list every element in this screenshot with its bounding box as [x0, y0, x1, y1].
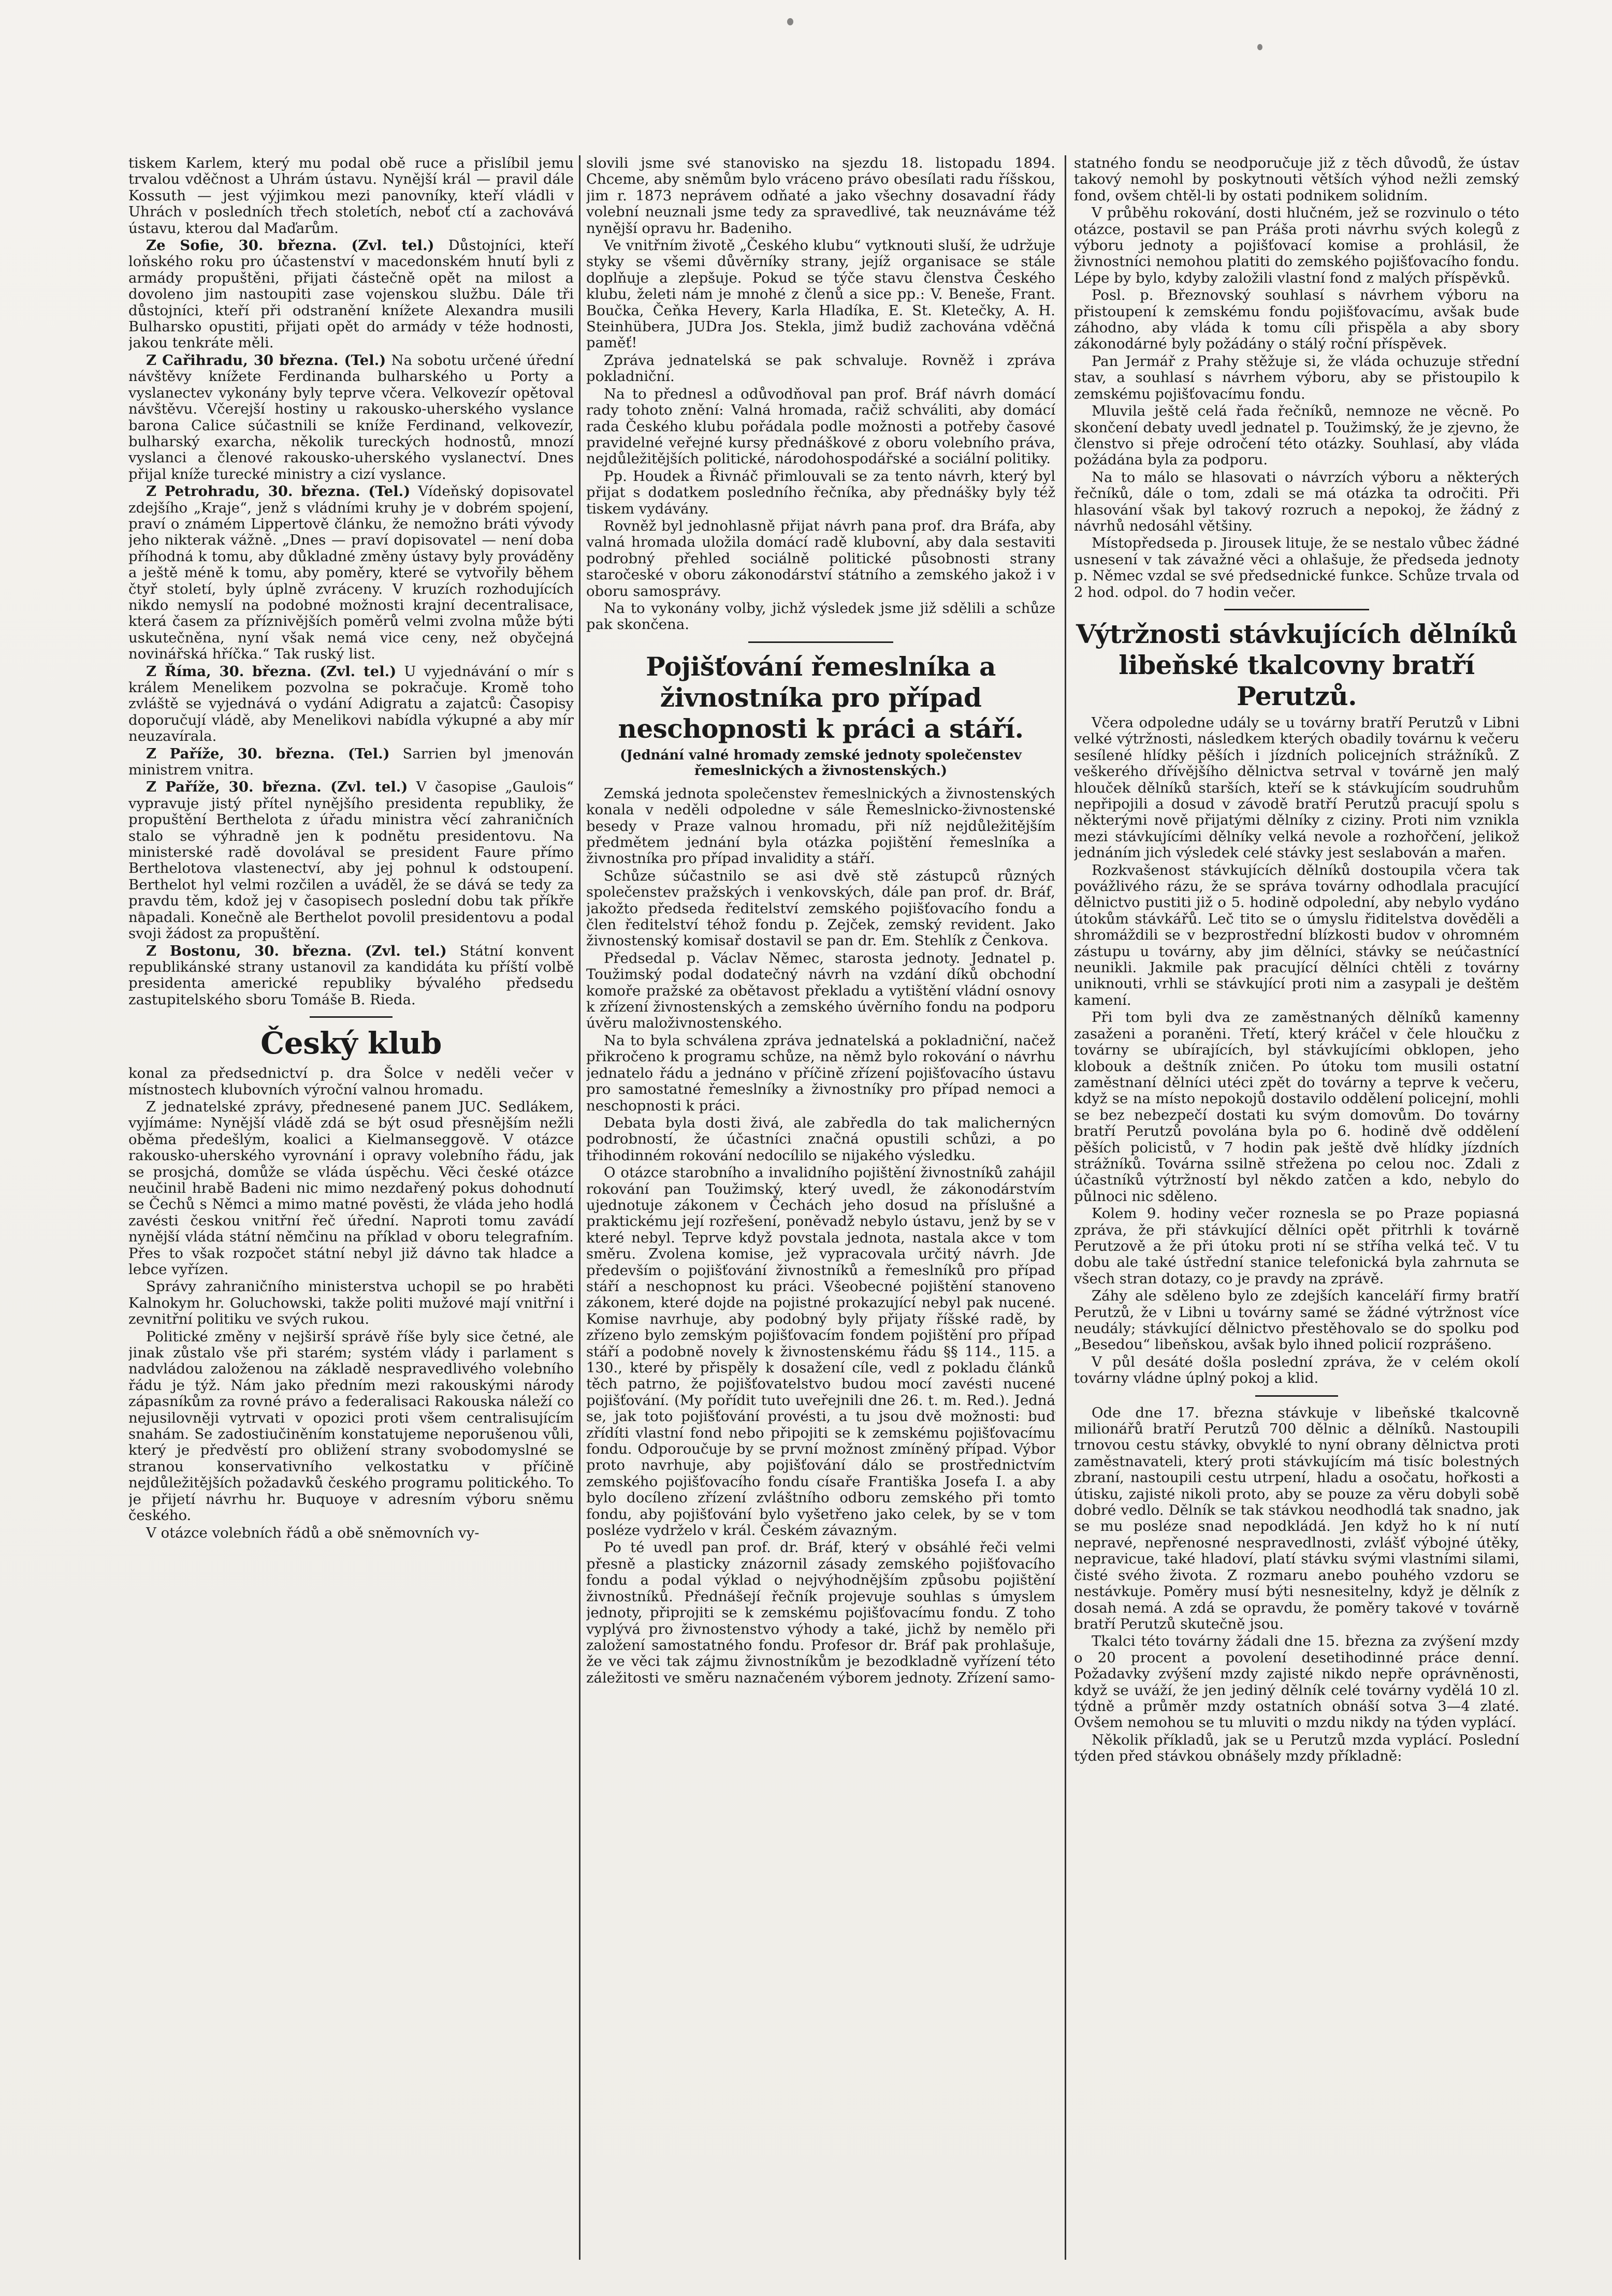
dispatch-text: U vyjednávání o mír s králem Menelikem pozvolna se pokračuje. Kromě toho zvláště se vyjednává o vydání Adigratu a zajatců: Časopisy doporučují vládě, aby Menelikovi nabídla výkupné a aby mír neuzavírala. — [128, 663, 574, 745]
paragraph: Několik příkladů, jak se u Perutzů mzda vyplácí. Poslední týden před stávkou obnášely mzdy příkladně: — [1074, 1731, 1519, 1765]
paragraph: Rovněž byl jednohlasně přijat návrh pana prof. dra Bráfa, aby valná hromada uložila domácí radě klubovní, aby dala sestaviti podrobný přehled sociálně politické působnosti strany staročeské v oboru zákonodárství státního a zemského jakož i v oboru samosprávy. — [586, 517, 1055, 599]
dateline: Z Říma, 30. března. (Zvl. tel.) — [146, 663, 397, 680]
dispatch-text: Na sobotu určené úřední návštěvy knížete Ferdinanda bulharského u Porty a vyslanectev vykonány byly teprve včera. Velkovezír opětoval návštěvu. Včerejší hostiny u rakousko-uherského vyslance barona Calice súčastnili se kníže Ferdinand, velkovezír, bulharský exarcha, několik tureckých hodnostů, mnozí vyslanci a členové rakousko-uherského vyslanectví. Dnes přijal kníže turecké ministry a cizí vyslance. — [128, 352, 574, 482]
dateline: Z Paříže, 30. března. (Tel.) — [146, 745, 390, 762]
dispatch-text: Státní konvent republikánské strany ustanovil za kandidáta ku příští volbě presidenta americké republiky bývalého předsedu zastupitelského sboru Tomáše B. Rieda. — [128, 942, 574, 1008]
paragraph: Kolem 9. hodiny večer roznesla se po Praze popiasná zpráva, že při stávkující dělníci opět přitrhli k továrně Perutzově a že při útoku proti ní se stříha velká teč. V tu dobu ale také ústřední stanice telefonická byla zahrnuta se všech stran dotazy, co je pravdy na zprávě. — [1074, 1205, 1519, 1287]
ink-spot — [1257, 44, 1262, 50]
article-heading: Výtržnosti stávkujících dělníků libeňské tkalcovny bratří Perutzů. — [1076, 618, 1518, 711]
paragraph: O otázce starobního a invalidního pojištění živnostníků zahájil rokování pan Toužimský, který uvedl, že zákonodárstvím ujednotuje zákonem v Čechách jeho dosud na příslušné a praktickému její rozřešení, poněvadž nebylo ústavu, jenž by se v které nebyl. Teprve když povstala jednota, nastala akce v tom směru. Zvolena komise, jež vypracovala určitý návrh. Jde především o pojišťování živnostníků a řemeslníků pro případ stáří a neschopnost ku práci. Všeobecné pojištění stanoveno zákonem, které dojde na pojistné prokazující nebyl pak nucené. Komise navrhuje, aby podobný byly přijaty říšské radě, by zřízeno bylo zemským pojišťovacím fondem pojištění pro případ stáří a podobně novely k živnostenskému řádu §§ 114., 115. a 130., které by přispěly k dosažení cíle, vedl z pokladu článků těch patrno, že pojišťovatelstvo budou mocí zavésti nucené pojišťování. (My pořídit tuto uveřejnili dne 26. t. m. Red.). Jedná se, jak toto pojišťování provésti, a tu jsou dvě možnosti: buď zřídíti vlastní fond nebo připojiti se k zemskému pojišťovacímu fondu. Odporoučuje by se první možnost zmíněný případ. Výbor proto navrhuje, aby pojišťování dálo se prostřednictvím zemského pojišťovacího fondu císaře Františka Josefa I. a aby bylo docíleno zřízení zvláštního odboru zemského při tomto fondu, aby pojišťování bylo vyšetřeno jako celek, by se v tom posléze vydrželo v král. Českém závazným. — [586, 1164, 1055, 1539]
paragraph: Posl. p. Březnovský souhlasí s návrhem výboru na přistoupení k zemskému fondu pojišťovacímu, avšak bude záhodno, aby vláda k tomu cíli přispěla a aby sbory zákonodárné byly požádány o stálý roční příspěvek. — [1074, 287, 1519, 353]
paragraph: Politické změny v nejširší správě říše byly sice četné, ale jinak zůstalo vše při starém; systém vlády i parlament s nadvládou založenou na základě nespravedlivého volebního řádu je týž. Nám jako předním mezi rakouskými národy zápasníkům za rovné právo a federalisaci Rakouska náleží co nejusilovněji vytrvati v opozici proti všem centralisujícím snahám. Se zadostiučiněním konstatujeme neporušenou vůli, který je předvěstí pro obližení strany svobodomyslné se stranou konservativního velkostatku v příčině nejdůležitějších požadavků českého programu politického. To je přijetí návrhu hr. Buquoye v adresním výboru sněmu českého. — [128, 1328, 574, 1524]
column-rule — [1065, 155, 1066, 2260]
separator — [1255, 1395, 1338, 1397]
paragraph: Zpráva jednatelská se pak schvaluje. Rovněž i zpráva pokladniční. — [586, 352, 1055, 385]
dispatch-text: Důstojníci, kteří loňského roku pro účastenství v macedonském hnutí byli z armády propuštěni, přijati částečně opět na milost a dovoleno jim nastoupiti zase vojenskou službu. Dále tři důstojníci, kteří při odstranění knížete Alexandra musili Bulharsko opustiti, přijati opět do armády v téže hodnosti, jakou tenkráte měli. — [128, 237, 574, 352]
paragraph: statného fondu se neodporučuje již z těch důvodů, že ústav takový nemohl by poskytnouti větších výhod nežli zemský fond, ovšem chtěl-li by ostati podnikem solidním. — [1074, 155, 1519, 204]
separator — [748, 641, 893, 643]
ink-spot — [787, 18, 793, 25]
paragraph: Záhy ale sděleno bylo ze zdejších kanceláří firmy bratří Perutzů, že v Libni u továrny samé se žádné výtržnost více neudály; stávkující dělnictvo přestěhovalo se do spolku pod „Besedou“ libeňskou, avšak bylo ihned policií rozprášeno. — [1074, 1288, 1519, 1353]
paragraph: Při tom byli dva ze zaměstnaných dělníků kamenny zasaženi a poraněni. Třetí, který kráčel v čele hloučku z továrny se ubírajících, byl stávkujícími obklopen, jeho klobouk a deštník zničen. Po útoku tom musili ostatní zaměstnaní dělníci utéci zpět do továrny a teprve k večeru, když se na místo nepokojů dostavilo oddělení policejní, mohli se bez nebezpečí dostati ku svým domovům. Do továrny bratří Perutzů povolána byla po 6. hodině dvě oddělení pěších policistů, v 7 hodin pak ještě dvě hlídky jízdních strážníků. Továrna ssilně střežena po celou noc. Zdali z účastníků výtržností byl někdo zatčen a kdo, nebylo do půlnoci nic sděleno. — [1074, 1009, 1519, 1205]
paragraph: Na to málo se hlasovati o návrzích výboru a některých řečníků, dále o tom, zdali se má otázka ta odročiti. Při hlasování však byl takový rozruch a nepokoj, že žádný z návrhů nedosáhl většiny. — [1074, 469, 1519, 534]
paragraph: Zemská jednota společenstev řemeslnických a živnostenských konala v neděli odpoledne v sále Řemeslnicko-živnostenské besedy v Praze valnou hromadu, při níž nejdůležitějším předmětem jednání byla otázka pojištění řemeslníka a živnostníka pro případ invalidity a stáří. — [586, 785, 1055, 867]
dispatch-text: Sarrien byl jmenován ministrem vnitra. — [128, 745, 574, 779]
article-subheading: (Jednání valné hromady zemské jednoty společenstev řemeslnických a živnostenských.) — [620, 747, 1022, 779]
paragraph: slovili jsme své stanovisko na sjezdu 18. listopadu 1894. Chceme, aby sněmům bylo vráceno právo obesílati radu říšskou, jim r. 1873 neprávem odňaté a jako všechny dosavadní řády volební neuznali jsme tedy za spravedlivé, tak neuznáváme též nynější opravu hr. Badeniho. — [586, 155, 1055, 237]
paragraph: tiskem Karlem, který mu podal obě ruce a přislíbil jemu trvalou vděčnost a Uhrám ústavu. Nynější král — pravil dále Kossuth — jest výjimkou mezi panovníky, kteří vládli v Uhrách v posledních třech stoletích, neboť ctí a zachovává ústavu, kterou dal Maďarům. — [128, 155, 574, 237]
paragraph: Pp. Houdek a Řivnáč přimlouvali se za tento návrh, který byl přijat s dodatkem posledního řečníka, aby přednášky byly též tiskem vydávány. — [586, 467, 1055, 517]
paragraph: Pan Jermář z Prahy stěžuje si, že vláda ochuzuje střední stav, a souhlasí s návrhem výboru, aby se přistoupilo k zemskému pojišťovacímu fondu. — [1074, 353, 1519, 402]
paragraph: Mluvila ještě celá řada řečníků, nemnoze ne věcně. Po skončení debaty uvedl jednatel p. Toužimský, že je zjevno, že členstvo si přeje odročení této otázky. Souhlasí, aby vláda požádána byla za podporu. — [1074, 403, 1519, 469]
dateline: Z Cařihradu, 30 března. (Tel.) — [146, 352, 386, 369]
separator — [310, 1016, 393, 1018]
dispatch — [128, 353, 574, 482]
paragraph: Ode dne 17. března stávkuje v libeňské tkalcovně milionářů bratří Perutzů 700 dělnic a dělníků. Nastoupili trnovou cestu stávky, obvyklé to nyní obrany dělnictva proti zaměstnavateli, který proti stávkujícím má tisíc bolestných zbraní, nastoupili cestu utrpení, hladu a osočatu, hořkosti a útisku, zajisté nikoli proto, aby se pouze za věru dobyli sobě dobré vedlo. Dělník se tak stávkou neodhodlá tak snadno, jak se mu posléze snad nepodkládá. Jen když ho k ní nutí nepravé, nepřenosné nespravedlnosti, zvlášť výbojné útěky, nepravicue, také hladoví, platí stávku svými vlastními silami, čisté svého života. Z rozmaru anebo pouhého vzdoru se nestávkuje. Poměry musí býti nesnesitelny, když je dělník z dosah nemá. A zdá se opravdu, že poměry takové v továrně bratří Perutzů skutečně jsou. — [1074, 1404, 1519, 1632]
dispatch-text: V časopise „Gaulois“ vypravuje jistý přítel nynějšího presidenta republiky, že propuštění Berthelota z úřadu ministra věcí zahraničních stalo se výhradně jen k podnětu presidentovu. Na ministerské radě dovolával se president Faure přímo Berthelotova vlastenectví, aby jej pohnul k odstoupení. Berthelot hyl velmi rozčilen a uváděl, že se dává se tedy za pravdu těm, kdož jej v časopisech poslední dobu tak příkře napadali. Konečně ale Berthelot povolil presidentovu a podal svoji žádost za propuštění. — [128, 779, 574, 942]
article-heading: Český klub — [260, 1026, 442, 1061]
separator — [1224, 609, 1369, 610]
dateline: Z Paříže, 30. března. (Zvl. tel.) — [146, 779, 408, 796]
dispatch — [128, 779, 574, 942]
column-1 — [128, 155, 574, 2260]
column-3 — [1074, 155, 1519, 2260]
paragraph: Předsedal p. Václav Němec, starosta jednoty. Jednatel p. Toužimský podal dodatečný návrh na vzdání díků obchodní komoře pražské za obětavost překladu a vytištění vládní osnovy k zřízení živnostenských a zemského úvěrního fondu na podporu úvěru maloživnostenského. — [586, 949, 1055, 1032]
paragraph: Debata byla dosti živá, ale zabředla do tak malichernýcn podrobností, že účastníci značná opustili schůzi, a po třihodinném rokování nedocílilo se nijakého výsledku. — [586, 1114, 1055, 1164]
dispatch — [128, 664, 574, 745]
paragraph: Ve vnitřním životě „Českého klubu“ vytknouti sluší, že udržuje styky se všemi důvěrníky strany, jejíž organisace se stále doplňuje a zlepšuje. Pokud se týče stavu členstva Českého klubu, želeti nám je mnohé z členů a sice pp.: V. Beneše, Frant. Boučka, Čeňka Hevery, Karla Hladíka, E. St. Kletečky, A. H. Steinhübera, JUDra Jos. Stekla, jimž budiž zachována vděčná paměť! — [586, 237, 1055, 352]
dispatch — [128, 484, 574, 662]
paragraph: V průběhu rokování, dosti hlučném, jež se rozvinulo o této otázce, postavil se pan Práša proti návrhu svých kolegů z výboru jednoty a pojišťovací komise a prohlásil, že živnostníci nemohou platiti do zemského pojišťovacího fondu. Lépe by bylo, kdyby založili vlastní fond z malých příspěvků. — [1074, 204, 1519, 286]
paragraph: konal za předsednictví p. dra Šolce v neděli večer v místnostech klubovních výroční valnou hromadu. — [128, 1065, 574, 1098]
paragraph: Schůze súčastnilo se asi dvě stě zástupců různých společenstev pražských i venkovských, dále pan prof. dr. Bráf, jakožto předseda ředitelství zemského pojišťovacího fondu a člen ředitelství téhož fondu p. Zejček, zemský revident. Jako živnostenský komisař dostavil se pan dr. Em. Stehlík z Čenkova. — [586, 867, 1055, 949]
dateline: Z Bostonu, 30. března. (Zvl. tel.) — [146, 942, 447, 959]
column-rule — [579, 155, 580, 2260]
paragraph: V otázce volebních řádů a obě sněmovních vy- — [146, 1524, 480, 1541]
paragraph: Na to vykonány volby, jichž výsledek jsme již sdělili a schůze pak skončena. — [586, 599, 1055, 633]
paragraph: Tkalci této továrny žádali dne 15. března za zvýšení mzdy o 20 procent a povolení desetihodinné práce denní. Požadavky zvýšení mzdy zajisté nikdo nepře oprávněnosti, když se uváží, že jen jediný dělník celé továrny vydělá 10 zl. týdně a průměr mzdy ostatních obnáší sotva 3—4 zlaté. Ovšem nemohou se tu mluviti o mzdu nikdy na týden vyplácí. — [1074, 1633, 1519, 1731]
paragraph: Rozkvašenost stávkujících dělníků dostoupila včera tak povážlivého rázu, že se správa továrny odhodlala pracující dělnictvo pustiti již o 5. hodině odpolední, aby nebylo vydáno útokům stávkářů. Leč tito se o úmyslu řiditelstva dověděli a shromáždili se v bezprostřední blízkosti budov v ohromném zástupu u továrny, aby jim dělníci, stávky se neúčastnící neunikli. Jakmile pak pracující dělníci chtěli z továrny uniknouti, vrhli se stávkující proti nim a zasypali je deštěm kamení. — [1074, 861, 1519, 1008]
paragraph: Po té uvedl pan prof. dr. Bráf, který v obsáhlé řeči velmi přesně a plasticky znázornil zásady zemského pojišťovacího fondu a podal výklad o nejvýhodnějším způsobu pojištění živnostníků. Přednášejí řečník projevuje souhlas s úmyslem jednoty, připrojiti se k zemskému pojišťovacímu fondu. Z toho vyplývá pro živnostenstvo výhody a také, jichž by nemělo při založení samostatného fondu. Profesor dr. Bráf pak prohlašuje, že ve věci tak zájmu živnostníkům je bezodkladně vyřízení této záležitosti ve směru naznačeném výborem jednoty. Zřízení samo- — [586, 1539, 1055, 1686]
paragraph: Na to přednesl a odůvodňoval pan prof. Bráf návrh domácí rady tohoto znění: Valná hromada, račiž schváliti, aby domácí rada Českého klubu pořádala podle možnosti a potřeby časové pravidelné veřejné kursy přednáškové z oboru volebního práva, nejdůležitějších politické, národohospodářské a sociální politiky. — [586, 385, 1055, 467]
paragraph: Z jednatelské zprávy, přednesené panem JUC. Sedlákem, vyjímáme: Nynější vládě zdá se být osud přesnějším nežli oběma předešlým, koalici a Kielmanseggově. V otázce rakousko-uherského vyrovnání i opravy volebního řádu, jak se prosjchá, domůže se vláda úspěchu. Věci české otázce neučinil hrabě Badeni nic mimo nezdařený pokus dohodnutí se Čechů s Němci a mimo matné pověsti, že vláda jeho hodlá zavésti českou vnitřní řeč úřední. Naproti tomu zavádí nynější vláda státní němčinu na příklad v oboru telegrafním. Přes to však rozpočet státní nebyl již dávno tak hladce a lebce vyřízen. — [128, 1098, 574, 1278]
dispatch-text: Vídeňský dopisovatel zdejšího „Kraje“, jenž s vládními kruhy je v dobrém spojení, praví o známém Lippertově článku, že nemožno bráti vývody jeho nikterak vážně. „Dnes — praví dopisovatel — není doba příhodná k tomu, aby důkladné změny ústavy byly prováděny a ještě méně k tomu, aby poměry, které se vytvořily během čtyř století, byly úplně zvráceny. V kruzích rozhodujících nikdo nemyslí na podobné možnosti krajní decentralisace, která časem za příznivějších poměrů velmi zvolna může býti uskutečněna, nyní však nemá vice ceny, než obyčejná novinářská hříčka.“ Tak ruský list. — [128, 483, 574, 663]
paragraph: Místopředseda p. Jirousek lituje, že se nestalo vůbec žádné usnesení v tak závažné věci a ohlašuje, že předseda jednoty p. Němec vzdal se své předsednické funkce. Schůze trvala od 2 hod. odpol. do 7 hodin večer. — [1074, 535, 1519, 601]
paragraph: Na to byla schválena zpráva jednatelská a pokladniční, načež přikročeno k programu schůze, na němž bylo rokování o návrhu jednatelo řádu a jednáno v příčině zřízení pojišťovacího ústavu pro samostatné řemeslníky a živnostníky pro případ nemoci a neschopnosti k práci. — [586, 1032, 1055, 1114]
paragraph: Správy zahraničního ministerstva uchopil se po hraběti Kalnokym hr. Goluchowski, takže politi mužové mají vnitřní i zevnitřní politiku ve svých rukou. — [128, 1278, 574, 1328]
article-heading: Pojišťování řemeslníka a živnostníka pro případ neschopnosti k práci a stáří. — [618, 651, 1024, 744]
dateline: Z Petrohradu, 30. března. (Tel.) — [146, 483, 411, 500]
dateline: Ze Sofie, 30. března. (Zvl. tel.) — [146, 237, 434, 254]
dispatch — [128, 746, 574, 779]
paragraph: V půl desáté došla poslední zpráva, že v celém okolí továrny vládne úplný pokoj a klid. — [1074, 1353, 1519, 1387]
dispatch — [128, 943, 574, 1008]
dispatch — [128, 238, 574, 352]
column-2 — [586, 155, 1055, 2260]
paragraph: Včera odpoledne udály se u továrny bratří Perutzů v Libni velké výtržnosti, následkem kterých obadily továrnu k večeru sesílené hlídky pěších i jízdních policejních strážníků. Z veškerého dřívějšího dělnictva setrval v továrně jen malý hlouček dělníků starších, kteří se k stávkujícím soudruhům nepřipojili a dosud v závodě bratří Perutzů pracují spolu s některými nově přijatými dělníky z ciziny. Proti nim vznikla mezi stávkujícími dělníky velká nevole a rozhořčení, jelikož jednáním jich výsledek celé stávky jest seslabován a mařen. — [1074, 714, 1519, 861]
